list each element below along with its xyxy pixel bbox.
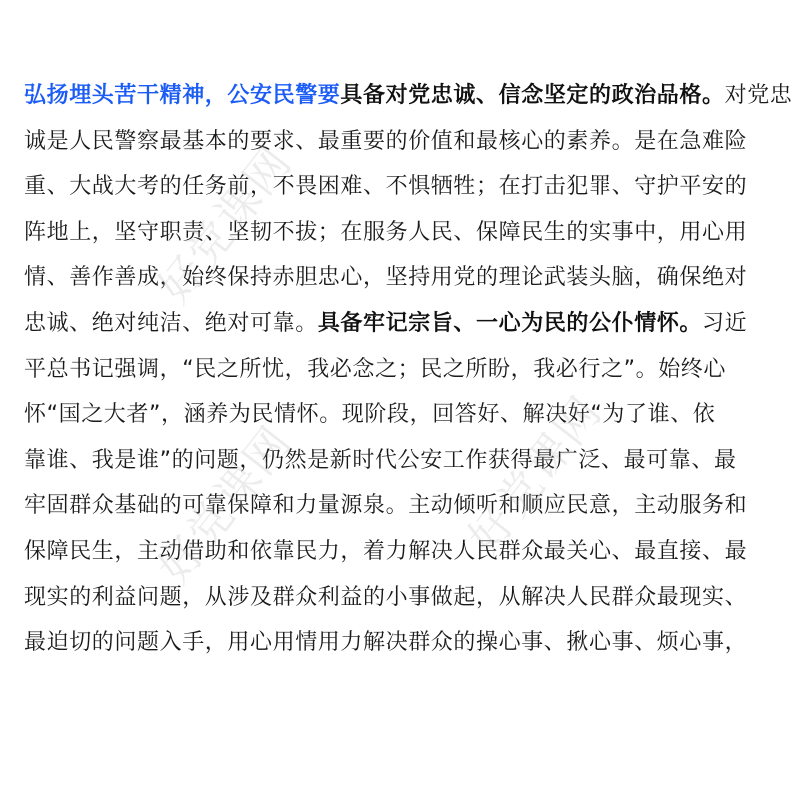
- body-text: 平总书记强调，“民之所忧，我必念之；民之所盼，我必行之”。始终心: [24, 356, 726, 382]
- article-body: [24, 73, 793, 666]
- body-text: 现实的利益问题，从涉及群众利益的小事做起，从解决人民群众最现实、: [24, 584, 748, 610]
- bold-subheading: 具备对党忠诚、信念坚定的政治品格。: [340, 83, 725, 108]
- watermark: 好党课网: [148, 416, 303, 593]
- text-line: [24, 73, 793, 119]
- highlighted-heading: 弘扬埋头苦干精神，公安民警要: [24, 83, 341, 108]
- body-text: 忠诚、绝对纯洁、绝对可靠。: [24, 310, 318, 336]
- body-text: 阵地上，坚守职责、坚韧不拔；在服务人民、保障民生的实事中，用心用: [24, 219, 748, 245]
- text-line: [24, 164, 784, 210]
- body-text: 情、善作善成，始终保持赤胆忠心，坚持用党的理论武装头脑，确保绝对: [24, 265, 748, 291]
- watermark: 好党课网: [148, 136, 303, 313]
- text-line: [24, 255, 784, 301]
- body-text: 对党忠: [724, 83, 793, 108]
- paragraph: [24, 73, 793, 666]
- body-text: 诚是人民警察最基本的要求、最重要的价值和最核心的素养。是在急难险: [24, 128, 748, 154]
- text-line: [24, 119, 784, 165]
- text-line: [24, 483, 784, 529]
- text-line: [24, 620, 784, 666]
- text-line: [24, 438, 784, 484]
- text-line: [24, 210, 784, 256]
- bold-subheading: 具备牢记宗旨、一心为民的公仆情怀。: [317, 310, 703, 336]
- text-line: [24, 347, 784, 393]
- watermark: 好党课网: [458, 386, 613, 563]
- body-text: 怀“国之大者”，涵养为民情怀。现阶段，回答好、解决好“为了谁、依: [24, 402, 716, 428]
- text-line: [24, 392, 784, 438]
- body-text: 牢固群众基础的可靠保障和力量源泉。主动倾听和顺应民意，主动服务和: [24, 493, 748, 519]
- text-line: [24, 575, 784, 621]
- text-line: [24, 529, 784, 575]
- body-text: 重、大战大考的任务前，不畏困难、不惧牺牲；在打击犯罪、守护平安的: [24, 174, 748, 200]
- text-line: [24, 301, 784, 347]
- body-text: 最迫切的问题入手，用心用情用力解决群众的操心事、揪心事、烦心事，: [24, 630, 748, 656]
- body-text: 保障民生，主动借助和依靠民力，着力解决人民群众最关心、最直接、最: [24, 538, 748, 564]
- body-text: 习近: [702, 310, 748, 336]
- body-text: 靠谁、我是谁”的问题，仍然是新时代公安工作获得最广泛、最可靠、最: [24, 447, 737, 473]
